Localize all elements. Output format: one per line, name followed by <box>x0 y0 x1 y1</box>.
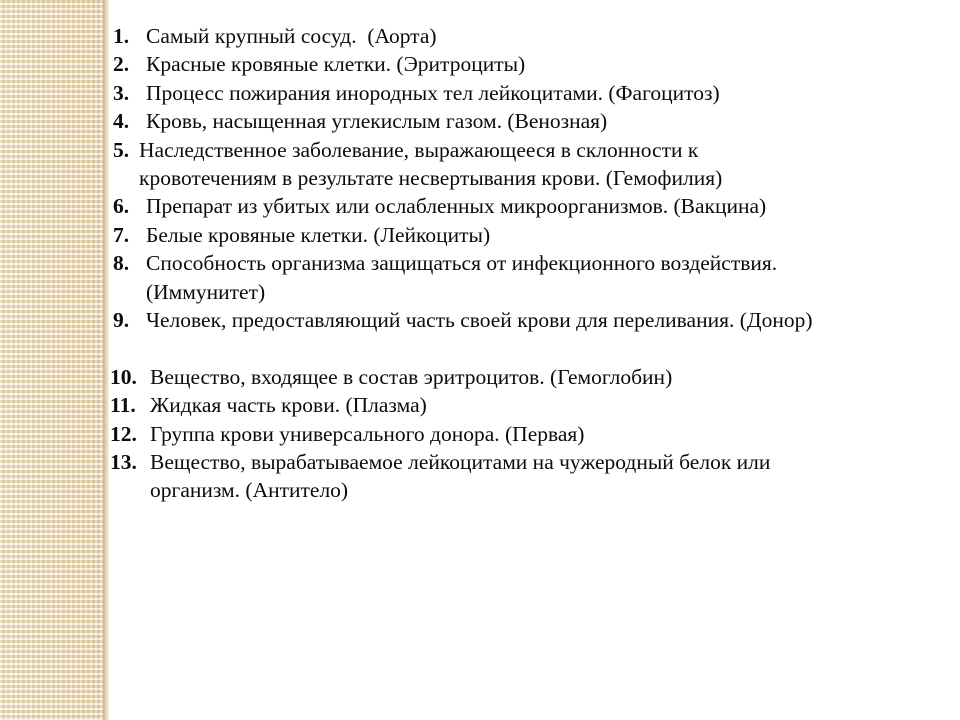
list-item-text <box>139 136 951 193</box>
list-item-number: 3. <box>113 80 130 105</box>
list-item-text <box>146 50 951 78</box>
list-item-line-primary: Наследственное заболевание, выражающееся в склонности к <box>139 137 699 162</box>
list-item-text <box>146 306 951 334</box>
list-item <box>110 448 951 505</box>
list-item-text <box>146 192 951 220</box>
question-list <box>110 22 951 505</box>
list-item-number: 12. <box>110 421 137 446</box>
list-item-number: 5. <box>113 137 130 162</box>
list-item-number: 9. <box>113 308 130 333</box>
list-item-number: 2. <box>113 52 130 77</box>
list-paragraph-gap <box>113 334 951 362</box>
list-item-line-primary: Красные кровяные клетки. (Эритроциты) <box>146 52 526 77</box>
list-item-text <box>146 22 951 50</box>
list-item-line-primary: Вещество, входящее в состав эритроцитов. (Гемоглобин) <box>150 364 673 389</box>
list-item-line-primary: Процесс пожирания инородных тел лейкоцитами. (Фагоцитоз) <box>146 80 720 105</box>
list-item <box>113 107 951 135</box>
list-item-line-continuation: организм. (Антитело) <box>150 478 349 503</box>
sidebar-edge-shading <box>103 0 109 720</box>
list-item-text <box>150 448 951 505</box>
list-item-line-primary: Кровь, насыщенная углекислым газом. (Венозная) <box>146 109 608 134</box>
list-item-text <box>146 221 951 249</box>
list-item-number: 6. <box>113 194 130 219</box>
list-item <box>110 363 951 391</box>
list-item-line-continuation: кровотечениям в результате несвертывания крови. (Гемофилия) <box>139 166 723 191</box>
list-item-text <box>146 79 951 107</box>
list-item-line-continuation: (Иммунитет) <box>146 279 266 304</box>
list-item <box>113 192 951 220</box>
list-item-line-primary: Группа крови универсального донора. (Первая) <box>150 421 585 446</box>
list-item-line-primary: Самый крупный сосуд. (Аорта) <box>146 24 437 48</box>
list-item-text <box>150 363 951 391</box>
decorative-textured-sidebar <box>0 0 103 720</box>
list-item-line-primary: Способность организма защищаться от инфекционного воздействия. <box>146 251 778 276</box>
list-item <box>110 420 951 448</box>
list-item-line-primary: Жидкая часть крови. (Плазма) <box>150 393 427 418</box>
list-item-number: 1. <box>113 24 130 48</box>
list-item-line-primary: Белые кровяные клетки. (Лейкоциты) <box>146 222 491 247</box>
list-item <box>113 221 951 249</box>
list-item <box>113 306 951 334</box>
list-item-line-primary: Препарат из убитых или ослабленных микроорганизмов. (Вакцина) <box>146 194 767 219</box>
list-item <box>113 22 951 50</box>
list-item <box>113 136 951 193</box>
list-item-line-primary: Вещество, вырабатываемое лейкоцитами на чужеродный белок или <box>150 450 771 475</box>
list-item <box>110 391 951 419</box>
list-item <box>113 50 951 78</box>
list-item-text <box>150 391 951 419</box>
list-item-number: 7. <box>113 222 130 247</box>
list-item-text <box>150 420 951 448</box>
list-item-number: 8. <box>113 251 130 276</box>
list-item-number: 11. <box>110 393 136 418</box>
list-item <box>113 249 951 306</box>
list-item-line-primary: Человек, предоставляющий часть своей крови для переливания. (Донор) <box>146 308 813 333</box>
list-item <box>113 79 951 107</box>
list-item-number: 13. <box>110 450 137 475</box>
list-item-text <box>146 107 951 135</box>
list-item-number: 4. <box>113 109 130 134</box>
list-item-text <box>146 249 951 306</box>
list-item-number: 10. <box>110 364 137 389</box>
